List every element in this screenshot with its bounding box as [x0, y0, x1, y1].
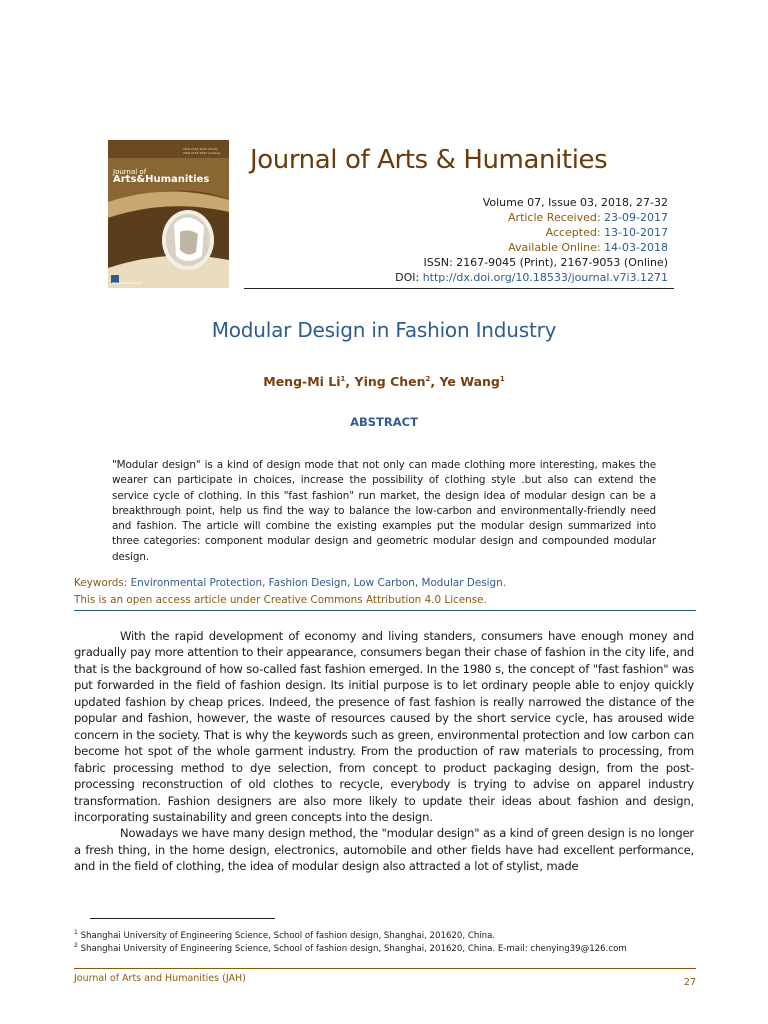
author-separator: , [345, 374, 355, 390]
footnote-marker: 2 [74, 942, 78, 949]
author-name: Ye Wang [439, 374, 500, 390]
body-paragraph: Nowadays we have many design method, the "modular design" as a kind of green design is no longer a fresh thing, in the home design, electronics, automobile and other fields have had excellent performance, and in the field of clothing, the idea of modular design also attracted a lot of stylist, made [74, 826, 694, 874]
keywords-line [74, 576, 694, 591]
doi-link[interactable]: http://dx.doi.org/10.18533/journal.v7i3.1271 [422, 271, 668, 284]
online-label: Available Online: [508, 241, 601, 254]
footer-divider [74, 968, 696, 969]
doi-label: DOI: [395, 271, 420, 284]
accepted-value: 13-10-2017 [604, 226, 668, 239]
header-divider [244, 288, 674, 289]
body-paragraph: With the rapid development of economy and living standers, consumers have enough money and gradually pay more attention to their appearance, consumers began their chase of fashion in the city life, and that is the background of how so-called fast fashion emerged. In the 1980 s, the concept of "fast fashion" was put forwarded in the field of fashion design. Its initial purpose is to let ordinary people able to enjoy quickly updated fashion by cheap prices. Indeed, the presence of fast fashion is really narrowed the distance of the popular and fashion, however, the waste of resources caused by the short service cycle, has aroused wide concern in the society. That is why the keywords such as green, environmental protection and low carbon can become hot spot of the whole garment industry. From the production of raw materials to processing, from fabric processing method to dye selection, from concept to product packaging design, from the post-processing reconstruction of old clothes to recycle, everybody is trying to advise on apparel industry transformation. Fashion designers are also more likely to update their ideas about fashion and design, incorporating sustainability and green concepts into the design. [74, 629, 694, 824]
cover-publisher: MAYA PUBLICATION [112, 281, 141, 285]
cover-issn-text: ISSN 2167-9045 (Print) ISSN 2167-9053 (Online) [183, 147, 221, 155]
accepted-line [546, 225, 668, 240]
cover-title [113, 168, 209, 184]
author-affiliation-marker: 1 [340, 375, 346, 383]
license-note: This is an open access article under Creative Commons Attribution 4.0 License. [74, 594, 487, 606]
paper-title: Modular Design in Fashion Industry [211, 318, 557, 342]
body-text [74, 628, 694, 875]
author-affiliation-marker: 2 [425, 375, 431, 383]
author-separator: , [430, 374, 440, 390]
received-value: 23-09-2017 [604, 211, 668, 224]
page-number: 27 [683, 977, 696, 988]
author-affiliation-marker: 1 [499, 375, 505, 383]
volume-line: Volume 07, Issue 03, 2018, 27-32 [482, 196, 668, 209]
footnote-marker: 1 [74, 929, 78, 936]
keywords-values: Environmental Protection, Fashion Design, Low Carbon, Modular Design. [130, 577, 506, 589]
accepted-label: Accepted: [545, 226, 601, 239]
cover-artwork [108, 140, 229, 288]
journal-cover-image [108, 140, 229, 288]
author-list [0, 370, 768, 391]
received-label: Article Received: [508, 211, 601, 224]
abstract-heading: ABSTRACT [350, 415, 418, 429]
doi-line [395, 270, 668, 285]
keywords-label: Keywords: [74, 577, 128, 589]
author-name: Ying Chen [354, 374, 426, 390]
footnote-divider [90, 918, 275, 919]
footnote-2 [74, 940, 714, 955]
issn-line: ISSN: 2167-9045 (Print), 2167-9053 (Online) [423, 256, 668, 269]
cover-title-line1: Journal of [113, 168, 147, 176]
online-line [508, 240, 668, 255]
footnote-text: Shanghai University of Engineering Science, School of fashion design, Shanghai, 201620, China. E-mail: chenying39@126.com [80, 943, 627, 954]
online-value: 14-03-2018 [604, 241, 668, 254]
cover-title-line2: Arts&Humanities [113, 174, 210, 185]
keywords-divider [74, 610, 696, 611]
received-line [508, 210, 668, 225]
footnote-text: Shanghai University of Engineering Science, School of fashion design, Shanghai, 201620, China. [80, 930, 496, 941]
footer-journal-name: Journal of Arts and Humanities (JAH) [74, 973, 246, 984]
author-name: Meng-Mi Li [263, 374, 341, 390]
abstract-text: "Modular design" is a kind of design mode that not only can made clothing more interesting, makes the wearer can participate in choices, increase the possibility of clothing style .but also can extend the service cycle of clothing. In this "fast fashion" run market, the design idea of modular design can be a breakthrough point, help us find the way to balance the low-carbon and environmentally-friendly need and fashion. The article will combine the existing examples put the modular design summarized into three categories: component modular design and geometric modular design and compounded modular design. [112, 459, 656, 563]
journal-title: Journal of Arts & Humanities [250, 145, 608, 175]
